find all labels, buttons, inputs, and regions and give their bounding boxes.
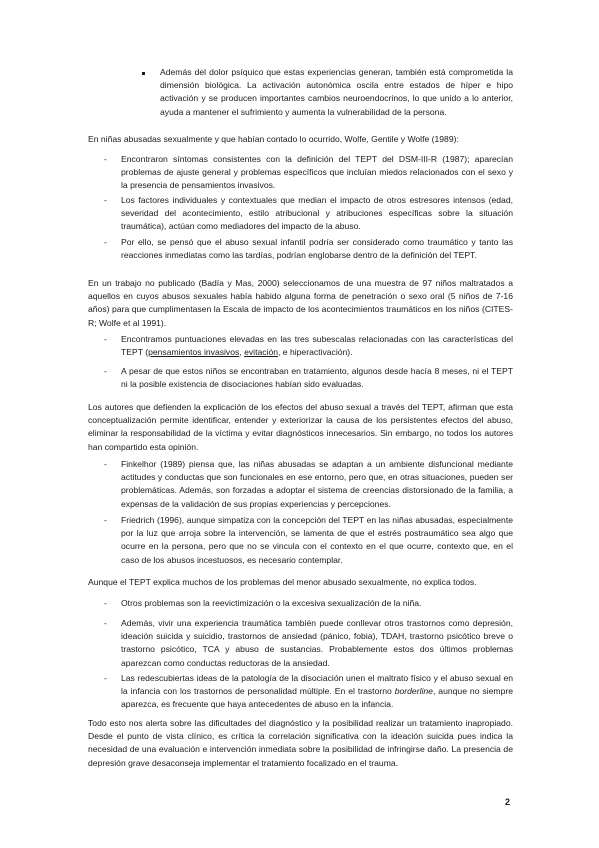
- section3-intro: Los autores que defienden la explicación de los efectos del abuso sexual a través del TEPT, afirman que esta conceptualización permite identificar, entender y exteriorizar la causa de los persistentes efectos del abuso, eliminar la responsabilidad de la víctima y evitar diagnósticos innecesarios. Sin embargo, no todos los autores han compartido esta opinión.: [88, 402, 513, 452]
- underlined-term: pensamientos invasivos: [148, 347, 240, 358]
- list-item: Encontraron síntomas consistentes con la definición del TEPT del DSM-III-R (1987); aparecían problemas de ajuste general y problemas específicos que incluían miedos relacionados con el sexo y la presencia de pensamientos invasivos.: [121, 154, 513, 191]
- text-run: Las redescubiertas ideas de la patología de la disociación unen el maltrato físico y el abuso sexual en la infancia con los trastornos de personalidad múltiple. En el trastorno: [121, 673, 513, 697]
- list-dash: -: [104, 515, 107, 525]
- underlined-term: evitación: [244, 347, 279, 358]
- section1-intro: En niñas abusadas sexualmente y que habían contado lo ocurrido, Wolfe, Gentile y Wolfe (1989):: [88, 134, 459, 144]
- page-number: 2: [505, 797, 511, 807]
- list-dash: -: [104, 366, 107, 376]
- bullet-paragraph: Además del dolor psíquico que estas experiencias generan, también está comprometida la dimensión biológica. La activación autonómica oscila entre estados de híper e hipo activación y se producen importantes cambios neuroendocrinos, lo que unido a lo anterior, ayuda a mantener el sufrimiento y aumenta la vulnerabilidad de la persona.: [160, 67, 513, 117]
- closing-paragraph: Todo esto nos alerta sobre las dificultades del diagnóstico y la posibilidad realizar un tratamiento inapropiado. Desde el punto de vista clínico, es crítica la correlación significativa con la ideación suicida pues indica la necesidad de una evaluación e intervención inmediata sobre la posibilidad de infringirse daño. La presencia de depresión grave desaconseja implementar el tratamiento focalizado en el trauma.: [88, 718, 513, 768]
- text-run: ,: [239, 347, 245, 358]
- list-dash: -: [104, 673, 107, 683]
- list-dash: -: [104, 237, 107, 247]
- list-dash: -: [104, 154, 107, 164]
- list-item: A pesar de que estos niños se encontraban en tratamiento, algunos desde hacía 8 meses, ni el TEPT ni la posible existencia de disociaciones habían sido evaluadas.: [121, 366, 513, 390]
- list-dash: -: [104, 195, 107, 205]
- text-run: , aunque no siempre aparezca, es frecuente que haya antecedentes de abuso en la infancia.: [121, 686, 513, 710]
- list-item: Por ello, se pensó que el abuso sexual infantil podría ser considerado como traumático y tanto las reacciones inmediatas como las tardías, podrían englobarse dentro de la definición del TEPT.: [121, 237, 513, 261]
- text-run: , e hiperactivación).: [278, 347, 353, 358]
- list-dash: -: [104, 618, 107, 628]
- list-dash: -: [104, 598, 107, 608]
- text-run: Encontramos puntuaciones elevadas en las tres subescalas relacionadas con las características del TEPT (: [121, 334, 513, 358]
- list-dash: -: [104, 334, 107, 344]
- list-item: Además, vivir una experiencia traumática también puede conllevar otros trastornos como depresión, ideación suicida y suicidio, trastornos de ansiedad (pánico, fobia), TDAH, trastorno psicótico breve o trastorno psicótico, TCA y abuso de sustancias. Probablemente estos dos últimos problemas aparezcan como conductas reductoras de la ansiedad.: [121, 618, 513, 668]
- list-item: Otros problemas son la reevictimización o la excesiva sexualización de la niña.: [121, 598, 422, 608]
- section2-intro: En un trabajo no publicado (Badía y Mas, 2000) seleccionamos de una muestra de 97 niños maltratados a aquellos en cuyos abusos sexuales había habido alguna forma de penetración o sexo oral (5 niños de 7-16 años) para que cumplimentasen la Escala de impacto de los acontecimientos traumáticos en los niños (CITES-R; Wolfe et al 1991).: [88, 278, 513, 328]
- section4-intro: Aunque el TEPT explica muchos de los problemas del menor abusado sexualmente, no explica todos.: [88, 577, 477, 587]
- list-item: [121, 333, 513, 359]
- italic-term: borderline: [394, 686, 433, 697]
- list-item: Los factores individuales y contextuales que median el impacto de otros estresores intensos (edad, severidad del acontecimiento, estilo atribucional y atribuciones específicas sobre la situación traumática), actúan como mediadores del impacto de la abuso.: [121, 195, 513, 232]
- list-item: [121, 672, 513, 712]
- list-item: Friedrich (1996), aunque simpatiza con la concepción del TEPT en las niñas abusadas, especialmente por la luz que arroja sobre la intervención, se lamenta de que el estrés postraumático sea algo que ocurre en la persona, pero que no se vincula con el contexto en el que ocurre, contexto que, en el caso de los abusos incestuosos, es necesario contemplar.: [121, 515, 513, 565]
- list-item: Finkelhor (1989) piensa que, las niñas abusadas se adaptan a un ambiente disfuncional mediante actitudes y conductas que son funcionales en ese entorno, pero que, en otras situaciones, pueden ser problemáticas. Además, son forzadas a adoptar el sistema de creencias distorsionado de la familia, a expensas de la validación de sus propias experiencias y percepciones.: [121, 459, 513, 509]
- list-dash: -: [104, 459, 107, 469]
- square-bullet-icon: [142, 72, 145, 75]
